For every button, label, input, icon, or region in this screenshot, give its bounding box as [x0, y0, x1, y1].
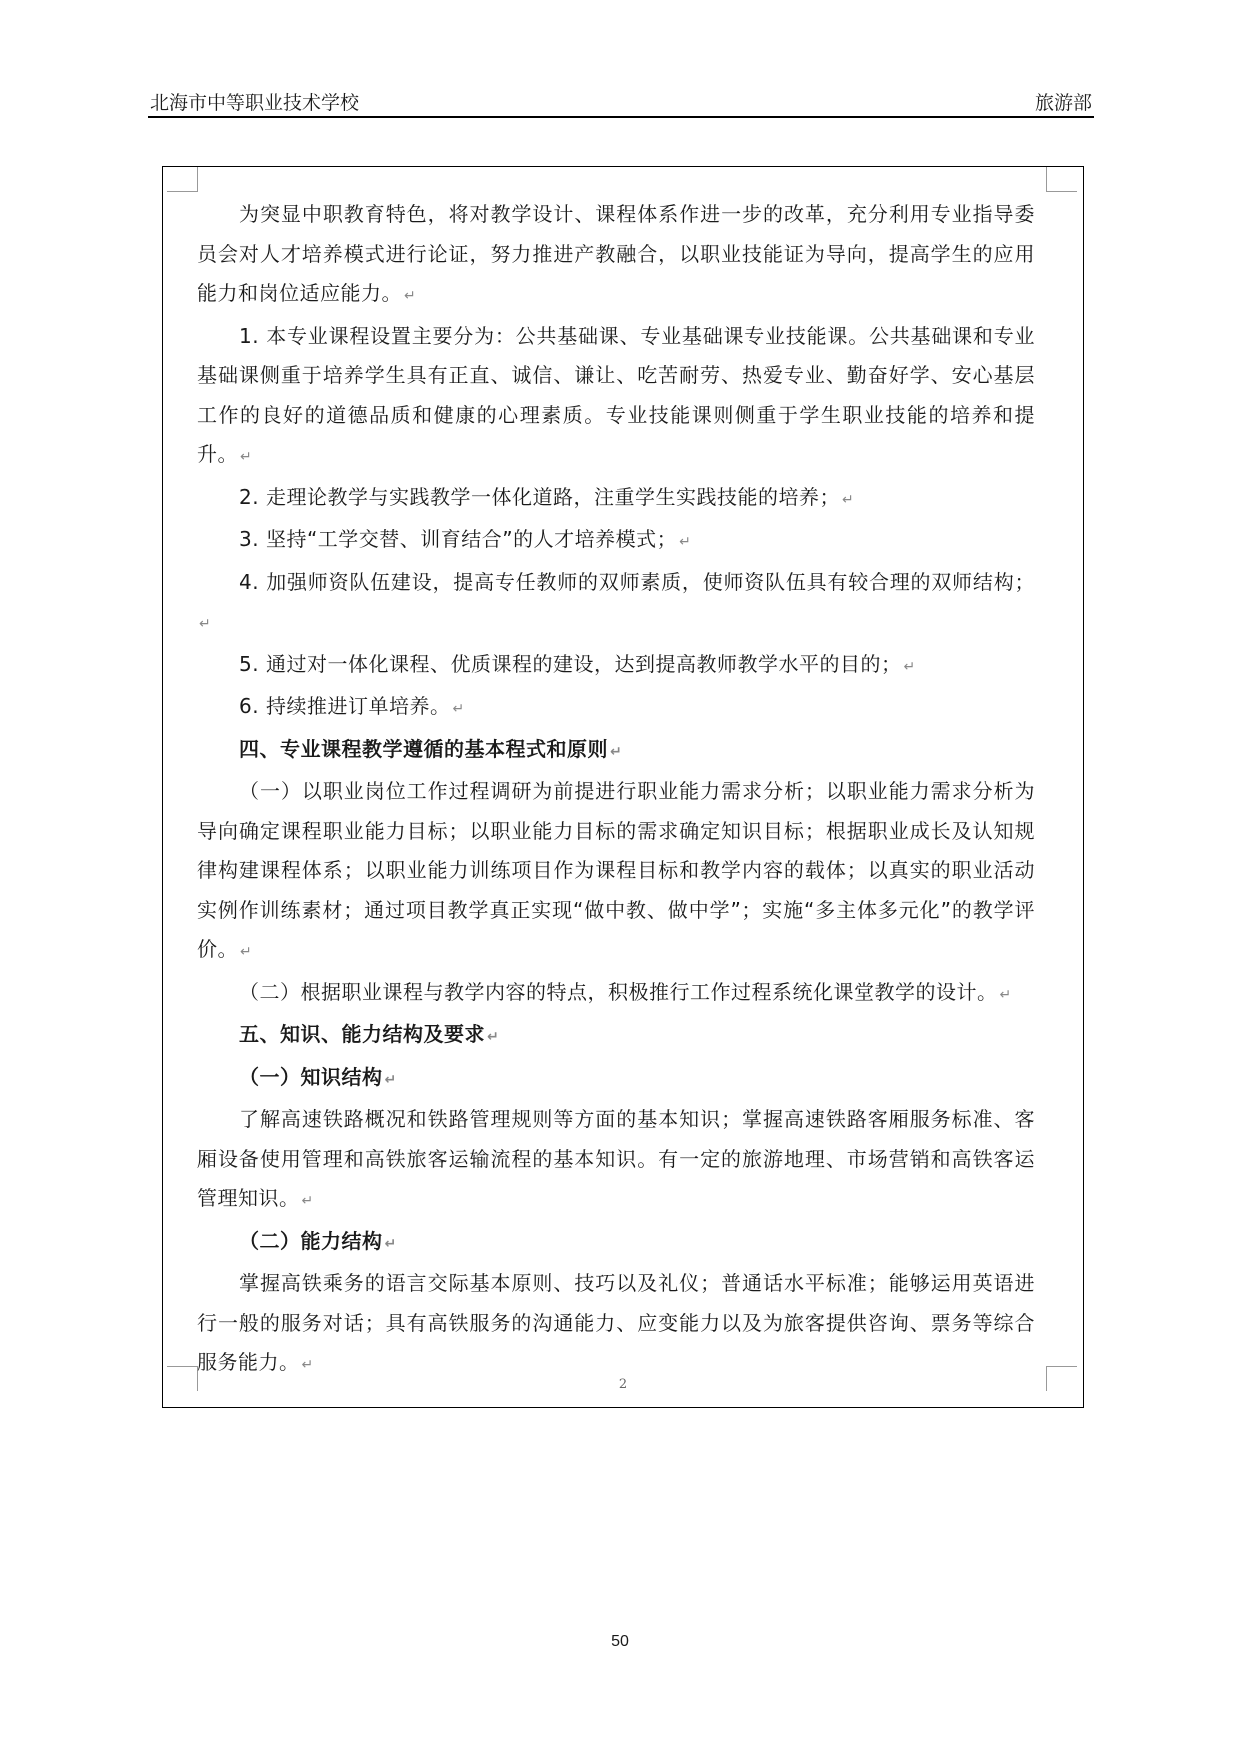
subsection-heading	[197, 1058, 1035, 1101]
paragraph-text: 掌握高铁乘务的语言交际基本原则、技巧以及礼仪；普通话水平标准；能够运用英语进行一般的服务对话；具有高铁服务的沟通能力、应变能力以及为旅客提供咨询、票务等综合服务能力。	[197, 1271, 1035, 1374]
body-paragraph	[197, 520, 1035, 563]
paragraph-text: 3. 坚持“工学交替、训育结合”的人才培养模式；	[239, 527, 678, 551]
body-paragraph	[197, 973, 1035, 1016]
paragraph-mark-icon: ↵	[240, 944, 253, 960]
paragraph-text: （二）根据职业课程与教学内容的特点，积极推行工作过程系统化课堂教学的设计。	[239, 979, 998, 1004]
paragraph-text: 6. 持续推进订单培养。	[239, 694, 451, 718]
paragraph-mark-icon: ↵	[240, 449, 253, 465]
paragraph-text: 四、专业课程教学遵循的基本程式和原则	[239, 736, 608, 761]
paragraph-text: 了解高速铁路概况和铁路管理规则等方面的基本知识；掌握高速铁路客厢服务标准、客厢设备使用管理和高铁旅客运输流程的基本知识。有一定的旅游地理、市场营销和高铁客运管理知识。	[197, 1107, 1035, 1210]
paragraph-mark-icon: ↵	[679, 534, 692, 550]
body-paragraph	[197, 1100, 1035, 1222]
paragraph-mark-icon: ↵	[610, 743, 623, 760]
paragraph-text: 五、知识、能力结构及要求	[239, 1022, 485, 1046]
section-heading	[197, 1015, 1035, 1058]
paragraph-text: （一）以职业岗位工作过程调研为前提进行职业能力需求分析；以职业能力需求分析为导向确定课程职业能力目标；以职业能力目标的需求确定知识目标；根据职业成长及认知规律构建课程体系；以职业能力训练项目作为课程目标和教学内容的载体；以真实的职业活动实例作训练素材；通过项目教学真正实现“做中教、做中学”；实施“多主体多元化”的教学评价。	[197, 779, 1035, 961]
body-paragraph	[197, 478, 1035, 521]
paragraph-text: 1. 本专业课程设置主要分为：公共基础课、专业基础课专业技能课。公共基础课和专业基础课侧重于培养学生具有正直、诚信、谦让、吃苦耐劳、热爱专业、勤奋好学、安心基层工作的良好的道德品质和健康的心理素质。专业技能课则侧重于学生职业技能的培养和提升。	[197, 323, 1035, 466]
inner-page-number: 2	[618, 1377, 628, 1392]
department-name: 旅游部	[1034, 92, 1092, 114]
paragraph-mark-icon: ↵	[452, 701, 465, 717]
paragraph-mark-icon: ↵	[384, 1071, 397, 1088]
paragraph-mark-icon: ↵	[301, 1357, 314, 1373]
paragraph-text: 为突显中职教育特色，将对教学设计、课程体系作进一步的改革，充分利用专业指导委员会对人才培养模式进行论证，努力推进产教融合，以职业技能证为导向，提高学生的应用能力和岗位适应能力。	[197, 202, 1035, 305]
section-heading	[197, 730, 1035, 773]
page-header	[148, 86, 1094, 118]
subsection-heading	[197, 1222, 1035, 1265]
school-name: 北海市中等职业技术学校	[150, 92, 360, 114]
paragraph-mark-icon: ↵	[903, 658, 916, 675]
paragraph-mark-icon: ↵	[301, 1193, 314, 1209]
paragraph-text: （二）能力结构	[239, 1228, 383, 1253]
paragraph-mark-icon: ↵	[384, 1235, 397, 1252]
page-number: 50	[611, 1633, 629, 1650]
paragraph-mark-icon: ↵	[404, 288, 417, 304]
paragraph-text: 2. 走理论教学与实践教学一体化道路，注重学生实践技能的培养；	[239, 484, 840, 509]
paragraph-mark-icon: ↵	[841, 491, 855, 508]
crop-mark-top-right	[1046, 167, 1077, 192]
paragraph-text: 5. 通过对一体化课程、优质课程的建设，达到提高教师教学水平的目的；	[239, 651, 902, 676]
body-paragraph	[197, 687, 1035, 730]
body-paragraph	[197, 1264, 1035, 1386]
body-paragraph	[197, 317, 1035, 478]
paragraph-mark-icon: ↵	[487, 1029, 500, 1045]
body-paragraph	[197, 195, 1035, 317]
paragraph-mark-icon: ↵	[199, 616, 212, 632]
body-paragraph	[197, 772, 1035, 973]
embedded-page-frame	[162, 166, 1084, 1408]
body-paragraph	[197, 645, 1035, 688]
paragraph-text: （一）知识结构	[239, 1064, 383, 1089]
crop-mark-top-left	[167, 167, 198, 192]
document-body	[197, 195, 1035, 1386]
body-paragraph	[197, 563, 1035, 645]
paragraph-text: 4. 加强师资队伍建设，提高专任教师的双师素质，使师资队伍具有较合理的双师结构；	[239, 569, 1035, 594]
paragraph-mark-icon: ↵	[999, 986, 1012, 1003]
